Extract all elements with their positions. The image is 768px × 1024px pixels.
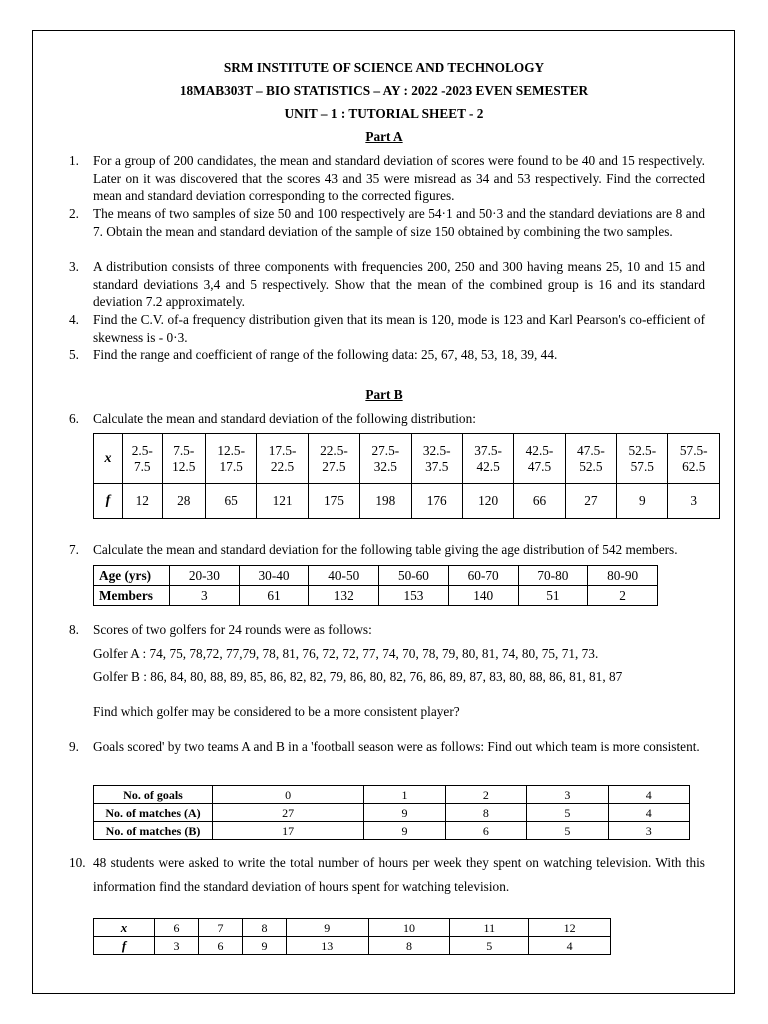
members-cell: 61 (239, 586, 309, 606)
members-cell: 153 (379, 586, 449, 606)
question-text: Scores of two golfers for 24 rounds were as follows: (93, 622, 372, 637)
members-cell: 140 (448, 586, 518, 606)
team-b-cell: 6 (445, 822, 526, 840)
goals-cell: 4 (608, 786, 689, 804)
age-header: Age (yrs) (94, 566, 170, 586)
question-number: 6. (69, 411, 79, 426)
part-a-heading: Part A (365, 129, 403, 144)
interval-cell: 57.5- 62.5 (668, 434, 720, 484)
age-cell: 60-70 (448, 566, 518, 586)
question-number: 8. (69, 622, 79, 637)
f-row (94, 484, 720, 519)
interval-cell: 37.5- 42.5 (462, 434, 513, 484)
question-4 (69, 311, 705, 346)
f-cell: 6 (198, 937, 242, 955)
f-cell: 121 (257, 484, 308, 519)
team-b-cell: 3 (608, 822, 689, 840)
question-text: Calculate the mean and standard deviation of the following distribution: (93, 411, 476, 426)
institute-title: SRM INSTITUTE OF SCIENCE AND TECHNOLOGY (223, 60, 545, 75)
f-cell: 9 (617, 484, 668, 519)
golfer-a-scores: Golfer A : 74, 75, 78,72, 77,79, 78, 81, 76, 72, 72, 77, 74, 70, 78, 79, 80, 81, 74, 80, 75, 71, 73. (93, 646, 599, 661)
interval-cell: 7.5- 12.5 (162, 434, 205, 484)
f-cell: 66 (514, 484, 565, 519)
team-a-row (94, 804, 690, 822)
x-cell: 9 (286, 919, 368, 937)
age-cell: 40-50 (309, 566, 379, 586)
f-header: f (94, 484, 123, 519)
age-cell: 50-60 (379, 566, 449, 586)
f-cell: 4 (529, 937, 611, 955)
interval-cell: 42.5- 47.5 (514, 434, 565, 484)
x-header: x (94, 434, 123, 484)
members-header: Members (94, 586, 170, 606)
question-10 (69, 851, 705, 898)
x-cell: 7 (198, 919, 242, 937)
goals-header: No. of goals (94, 786, 213, 804)
course-title: 18MAB303T – BIO STATISTICS – AY : 2022 -2023 EVEN SEMESTER (179, 83, 589, 98)
question-number: 7. (69, 542, 79, 557)
question-7 (69, 541, 705, 559)
x-cell: 11 (450, 919, 529, 937)
golfer-question: Find which golfer may be considered to be a more consistent player? (93, 704, 460, 719)
x-row (94, 919, 611, 937)
interval-cell: 12.5- 17.5 (205, 434, 256, 484)
team-b-cell: 17 (213, 822, 364, 840)
f-row (94, 937, 611, 955)
f-cell: 28 (162, 484, 205, 519)
interval-cell: 27.5- 32.5 (360, 434, 411, 484)
interval-cell: 2.5- 7.5 (123, 434, 163, 484)
f-cell: 8 (368, 937, 450, 955)
team-a-cell: 9 (364, 804, 445, 822)
f-cell: 3 (668, 484, 720, 519)
f-cell: 175 (308, 484, 359, 519)
question-text: A distribution consists of three components with frequencies 200, 250 and 300 having means 25, 10 and 15 and standard deviations 3,4 and 5 respectively. Show that the mean of the combined group is 16 and its standard deviation 7.2 approximately. (93, 259, 705, 310)
age-cell: 20-30 (170, 566, 240, 586)
x-cell: 12 (529, 919, 611, 937)
members-cell: 51 (518, 586, 588, 606)
x-cell: 6 (155, 919, 199, 937)
members-cell: 132 (309, 586, 379, 606)
f-cell: 5 (450, 937, 529, 955)
question-text: Find the range and coefficient of range of the following data: 25, 67, 48, 53, 18, 39, 44. (93, 347, 558, 362)
unit-title: UNIT – 1 : TUTORIAL SHEET - 2 (284, 106, 484, 121)
team-a-header: No. of matches (A) (94, 804, 213, 822)
question-number: 9. (69, 739, 79, 754)
interval-cell: 22.5- 27.5 (308, 434, 359, 484)
f-cell: 176 (411, 484, 462, 519)
f-cell: 198 (360, 484, 411, 519)
question-text: For a group of 200 candidates, the mean and standard deviation of scores were found to be 40 and 15 respectively. Later on it was discovered that the scores 43 and 35 were misread as 34 and 53 respectively. Find the corrected mean and standard deviation corresponding to the corrected figures. (93, 153, 705, 204)
age-cell: 30-40 (239, 566, 309, 586)
f-cell: 12 (123, 484, 163, 519)
interval-cell: 52.5- 57.5 (617, 434, 668, 484)
question-text: Find the C.V. of-a frequency distribution given that its mean is 120, mode is 123 and Karl Pearson's co-efficient of skewness is - 0·3. (93, 312, 705, 345)
interval-cell: 32.5- 37.5 (411, 434, 462, 484)
question-number: 3. (69, 259, 79, 274)
team-a-cell: 4 (608, 804, 689, 822)
question-number: 2. (69, 206, 79, 221)
question-3 (69, 258, 705, 311)
age-cell: 80-90 (588, 566, 658, 586)
goals-cell: 0 (213, 786, 364, 804)
x-cell: 10 (368, 919, 450, 937)
f-cell: 27 (565, 484, 616, 519)
goals-row (94, 786, 690, 804)
question-5 (69, 346, 705, 364)
f-cell: 3 (155, 937, 199, 955)
team-a-cell: 5 (527, 804, 608, 822)
question-8 (69, 621, 705, 639)
f-cell: 120 (462, 484, 513, 519)
interval-cell: 17.5- 22.5 (257, 434, 308, 484)
team-a-cell: 8 (445, 804, 526, 822)
members-row (94, 586, 658, 606)
goals-cell: 1 (364, 786, 445, 804)
team-b-cell: 9 (364, 822, 445, 840)
f-cell: 9 (242, 937, 286, 955)
interval-cell: 47.5- 52.5 (565, 434, 616, 484)
question-text: Goals scored' by two teams A and B in a 'football season were as follows: Find out which team is more consistent. (93, 739, 700, 754)
members-cell: 2 (588, 586, 658, 606)
question-text: 48 students were asked to write the total number of hours per week they spent on watching television. With this information find the standard deviation of hours spent for watching television. (93, 855, 705, 894)
golfer-b-scores: Golfer B : 86, 84, 80, 88, 89, 85, 86, 82, 82, 79, 86, 80, 82, 76, 86, 89, 87, 83, 80, 88, 86, 81, 81, 87 (93, 669, 623, 684)
question-number: 4. (69, 312, 79, 327)
age-row (94, 566, 658, 586)
question-text: The means of two samples of size 50 and 100 respectively are 54·1 and 50·3 and the standard deviations are 8 and 7. Obtain the mean and standard deviation of the sample of size 150 obtained by combining the two samples. (93, 206, 705, 239)
question-number: 10. (69, 855, 86, 870)
age-table-q7 (93, 565, 658, 606)
goals-cell: 2 (445, 786, 526, 804)
team-b-header: No. of matches (B) (94, 822, 213, 840)
question-number: 1. (69, 153, 79, 168)
question-2 (69, 205, 705, 240)
f-header: f (94, 937, 155, 955)
f-cell: 13 (286, 937, 368, 955)
age-cell: 70-80 (518, 566, 588, 586)
question-9 (69, 735, 705, 759)
question-6 (69, 410, 705, 428)
x-header: x (94, 919, 155, 937)
f-cell: 65 (205, 484, 256, 519)
team-a-cell: 27 (213, 804, 364, 822)
goals-table-q9 (93, 785, 690, 840)
members-cell: 3 (170, 586, 240, 606)
x-row (94, 434, 720, 484)
question-number: 5. (69, 347, 79, 362)
frequency-table-q6 (93, 433, 720, 519)
hours-table-q10 (93, 918, 611, 955)
question-1 (69, 152, 705, 205)
question-text: Calculate the mean and standard deviation for the following table giving the age distribution of 542 members. (93, 542, 678, 557)
team-b-row (94, 822, 690, 840)
x-cell: 8 (242, 919, 286, 937)
goals-cell: 3 (527, 786, 608, 804)
part-b-heading: Part B (365, 387, 403, 402)
team-b-cell: 5 (527, 822, 608, 840)
